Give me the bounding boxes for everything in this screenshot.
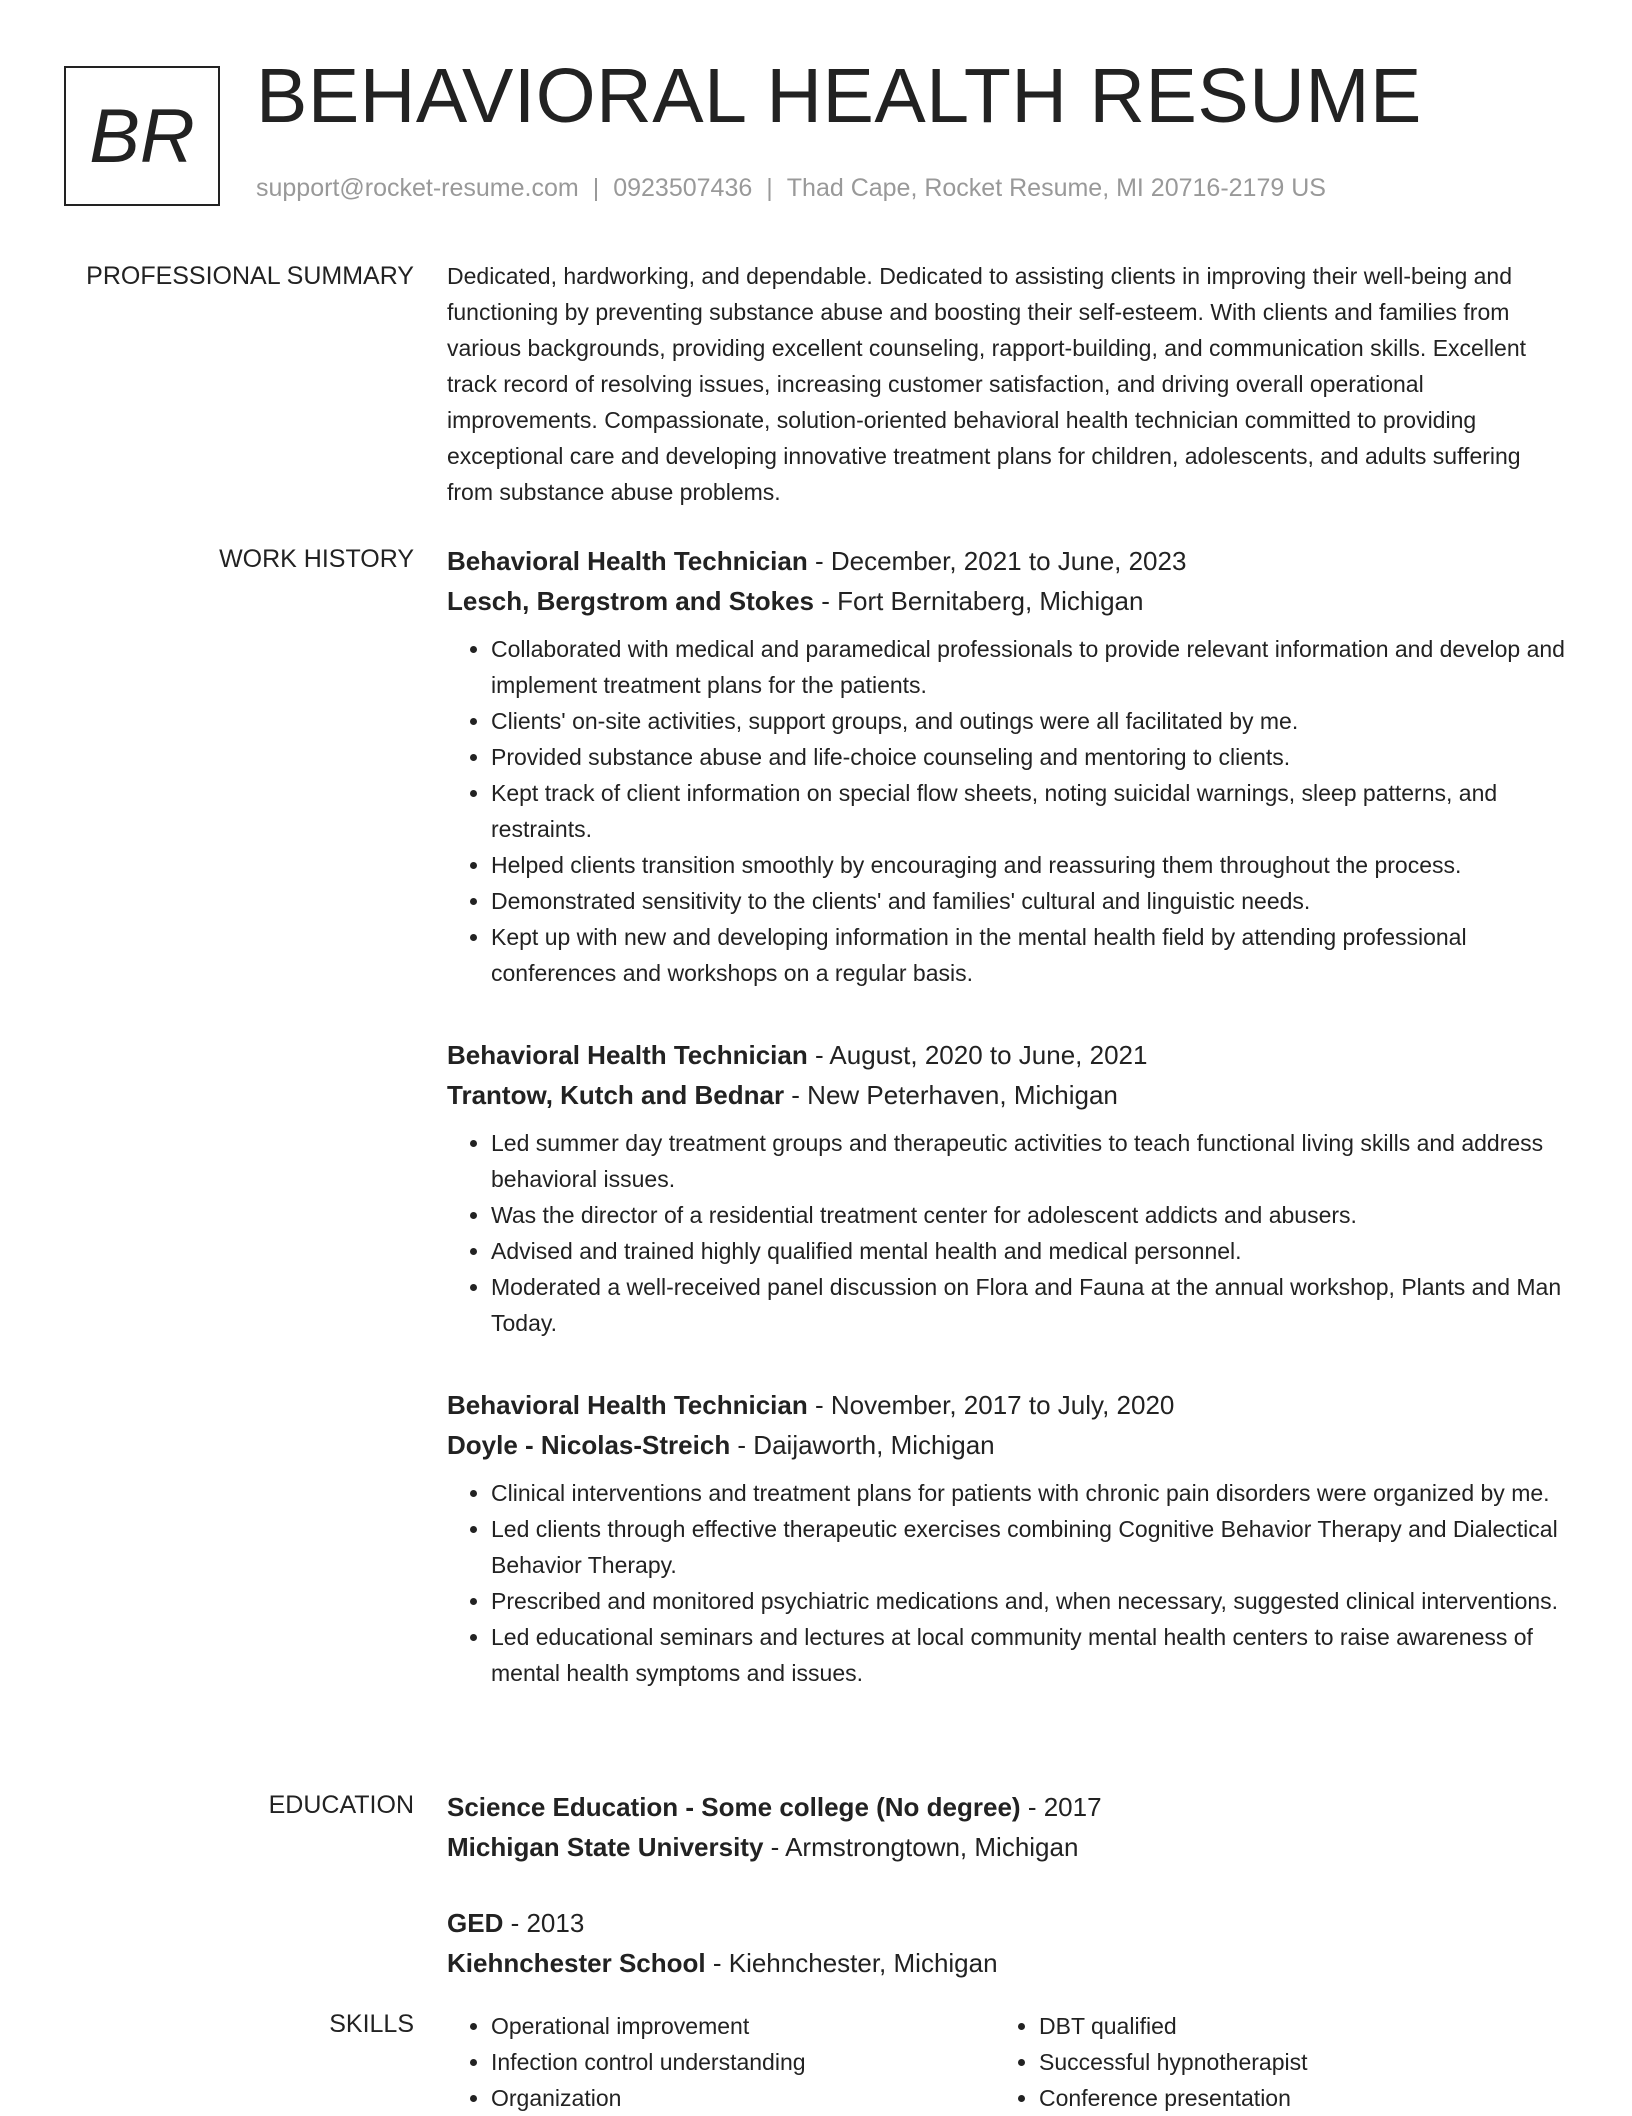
- education-school: Michigan State University: [447, 1832, 764, 1862]
- job-bullet: • Advised and trained highly qualified mental health and medical personnel.: [491, 1233, 1567, 1269]
- resume-title: BEHAVIORAL HEALTH RESUME: [256, 53, 1422, 139]
- education-list: [447, 1787, 1567, 2019]
- section-label-education: EDUCATION: [268, 1791, 414, 1819]
- contact-separator: |: [766, 174, 773, 202]
- job-bullets: [447, 631, 1567, 991]
- contact-phone: 0923507436: [613, 174, 753, 202]
- summary-body: [447, 258, 1567, 510]
- job-company: Lesch, Bergstrom and Stokes: [447, 586, 814, 616]
- job-title-line: [447, 1385, 1567, 1425]
- skill-item: • Successful hypnotherapist: [1039, 2044, 1543, 2080]
- education-degree: GED: [447, 1908, 504, 1938]
- education-degree-line: [447, 1787, 1567, 1827]
- job-bullet: • Collaborated with medical and paramedical professionals to provide relevant information and develop and implement treatment plans for the patients.: [491, 631, 1567, 703]
- section-label-summary: PROFESSIONAL SUMMARY: [86, 262, 414, 290]
- education-school-line: [447, 1943, 1567, 1983]
- job-title: Behavioral Health Technician: [447, 1390, 808, 1420]
- education-school-line: [447, 1827, 1567, 1867]
- contact-line: [256, 174, 1326, 203]
- skill-item: • Conference presentation: [1039, 2080, 1543, 2116]
- job-location: - New Peterhaven, Michigan: [784, 1080, 1118, 1110]
- job-bullets: [447, 1475, 1567, 1691]
- summary-text: Dedicated, hardworking, and dependable. Dedicated to assisting clients in improving their well-being and functioning by preventing substance abuse and boosting their self-esteem. With clients and families from various backgrounds, providing excellent counseling, rapport-building, and communication skills. Excellent track record of resolving issues, increasing customer satisfaction, and driving overall operational improvements. Compassionate, solution-oriented behavioral health technician committed to providing exceptional care and developing innovative treatment plans for children, adolescents, and adults suffering from substance abuse problems.: [447, 263, 1527, 505]
- skills-list-left: [447, 2008, 995, 2116]
- job-bullet: • Led educational seminars and lectures at local community mental health centers to raise awareness of mental health symptoms and issues.: [491, 1619, 1567, 1691]
- job-bullet: • Led summer day treatment groups and therapeutic activities to teach functional living skills and address behavioral issues.: [491, 1125, 1567, 1197]
- job-dates: - November, 2017 to July, 2020: [807, 1390, 1175, 1420]
- job-title: Behavioral Health Technician: [447, 546, 808, 576]
- job-bullet: • Clients' on-site activities, support groups, and outings were all facilitated by me.: [491, 703, 1567, 739]
- education-degree: Science Education - Some college (No degree): [447, 1792, 1021, 1822]
- monogram-logo: BR: [64, 66, 220, 206]
- education-year: - 2013: [503, 1908, 585, 1938]
- education-location: - Kiehnchester, Michigan: [705, 1948, 998, 1978]
- skill-item: • DBT qualified: [1039, 2008, 1543, 2044]
- job-company: Doyle - Nicolas-Streich: [447, 1430, 731, 1460]
- job-bullet: • Kept up with new and developing information in the mental health field by attending professional conferences and workshops on a regular basis.: [491, 919, 1567, 991]
- education-degree-line: [447, 1903, 1567, 1943]
- job-bullet: • Provided substance abuse and life-choice counseling and mentoring to clients.: [491, 739, 1567, 775]
- job-dates: - December, 2021 to June, 2023: [807, 546, 1187, 576]
- job-title-line: [447, 1035, 1567, 1075]
- job-bullet: • Clinical interventions and treatment plans for patients with chronic pain disorders were organized by me.: [491, 1475, 1567, 1511]
- contact-email: support@rocket-resume.com: [256, 174, 579, 202]
- job-location: - Daijaworth, Michigan: [730, 1430, 995, 1460]
- skills-body: [447, 2008, 1567, 2116]
- education-entry: [447, 1903, 1567, 1983]
- job-bullet: • Kept track of client information on special flow sheets, noting suicidal warnings, sleep patterns, and restraints.: [491, 775, 1567, 847]
- education-entry: [447, 1787, 1567, 1867]
- education-year: - 2017: [1020, 1792, 1102, 1822]
- job-org-line: [447, 1075, 1567, 1115]
- section-label-work: WORK HISTORY: [219, 545, 414, 573]
- job-org-line: [447, 1425, 1567, 1465]
- contact-separator: |: [592, 174, 600, 202]
- education-school: Kiehnchester School: [447, 1948, 706, 1978]
- job-org-line: [447, 581, 1567, 621]
- section-label-skills: SKILLS: [329, 2010, 414, 2038]
- job-bullet: • Moderated a well-received panel discussion on Flora and Fauna at the annual workshop, Plants and Man Today.: [491, 1269, 1567, 1341]
- job-company: Trantow, Kutch and Bednar: [447, 1080, 785, 1110]
- skill-item: • Organization: [491, 2080, 995, 2116]
- work-history-list: [447, 541, 1567, 1735]
- job-bullets: [447, 1125, 1567, 1341]
- job-bullet: • Was the director of a residential treatment center for adolescent addicts and abusers.: [491, 1197, 1567, 1233]
- job-bullet: • Prescribed and monitored psychiatric medications and, when necessary, suggested clinical interventions.: [491, 1583, 1567, 1619]
- skill-item: • Infection control understanding: [491, 2044, 995, 2080]
- job-bullet: • Helped clients transition smoothly by encouraging and reassuring them throughout the process.: [491, 847, 1567, 883]
- education-location: - Armstrongtown, Michigan: [763, 1832, 1079, 1862]
- skills-list-right: [995, 2008, 1543, 2116]
- job-location: - Fort Bernitaberg, Michigan: [814, 586, 1144, 616]
- job-title: Behavioral Health Technician: [447, 1040, 808, 1070]
- job-bullet: • Led clients through effective therapeutic exercises combining Cognitive Behavior Therapy and Dialectical Behavior Therapy.: [491, 1511, 1567, 1583]
- job-entry: [447, 1385, 1567, 1691]
- job-entry: [447, 541, 1567, 991]
- contact-address: Thad Cape, Rocket Resume, MI 20716-2179 US: [786, 174, 1326, 202]
- job-bullet: • Demonstrated sensitivity to the clients' and families' cultural and linguistic needs.: [491, 883, 1567, 919]
- job-title-line: [447, 541, 1567, 581]
- job-dates: - August, 2020 to June, 2021: [807, 1040, 1148, 1070]
- skill-item: • Operational improvement: [491, 2008, 995, 2044]
- job-entry: [447, 1035, 1567, 1341]
